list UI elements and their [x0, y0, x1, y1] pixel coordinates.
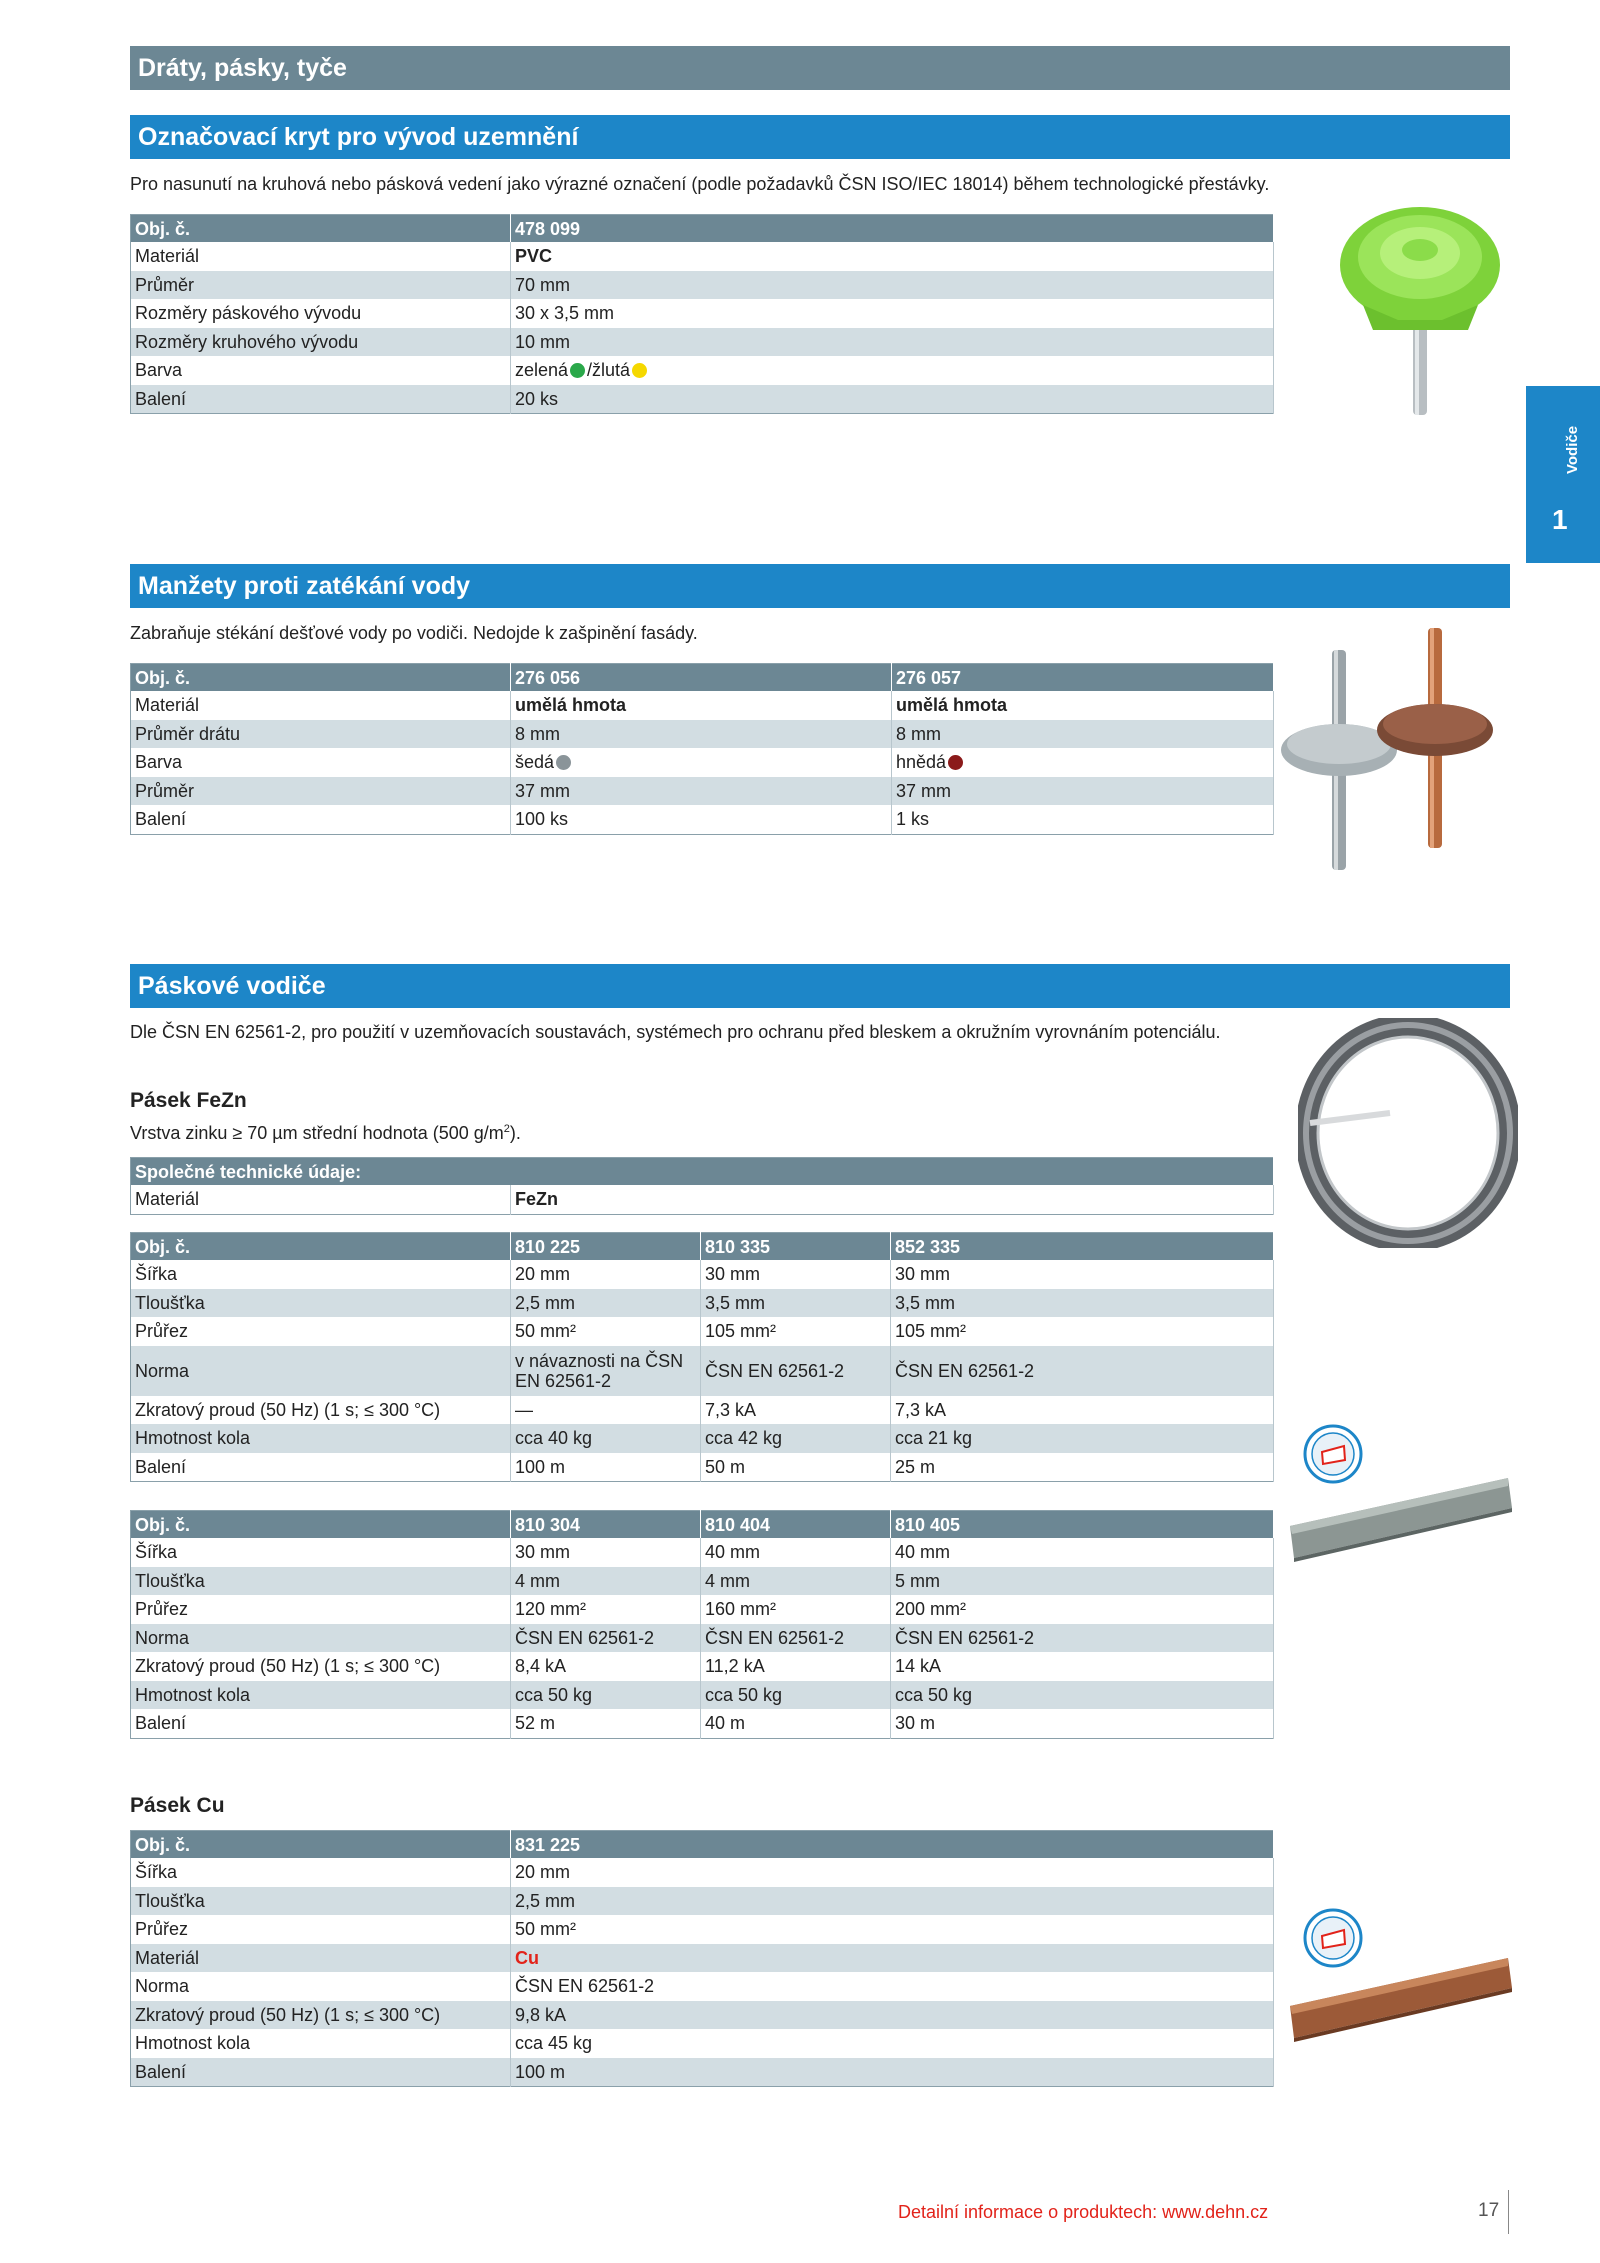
table-header-row — [131, 1158, 1274, 1186]
table-row — [131, 1944, 1274, 1973]
table-row — [131, 1652, 1274, 1681]
row-value: cca 50 kg — [511, 1681, 701, 1710]
row-label: Tloušťka — [131, 1567, 511, 1596]
header-cell: Obj. č. — [131, 1511, 511, 1539]
table-row — [131, 1972, 1274, 2001]
header-cell: Obj. č. — [131, 1233, 511, 1261]
row-value: 70 mm — [511, 271, 1274, 300]
row-label: Průměr — [131, 777, 511, 806]
row-value: 30 m — [891, 1709, 1274, 1738]
table-row — [131, 299, 1274, 328]
row-value: 25 m — [891, 1453, 1274, 1482]
row-label: Šířka — [131, 1538, 511, 1567]
row-label: Materiál — [131, 242, 511, 271]
chapter-label: Vodiče — [1564, 425, 1581, 474]
table-row — [131, 2058, 1274, 2087]
subsection-title-cu: Pásek Cu — [130, 1794, 225, 1817]
table-row — [131, 328, 1274, 357]
row-value: 7,3 kA — [891, 1396, 1274, 1425]
spec-table-marking-cap — [130, 214, 1274, 414]
row-value: 8 mm — [511, 720, 892, 749]
subsection-title-fezn: Pásek FeZn — [130, 1089, 247, 1112]
footer-divider — [1508, 2190, 1509, 2234]
row-label: Rozměry páskového vývodu — [131, 299, 511, 328]
table-row — [131, 1595, 1274, 1624]
table-row — [131, 1915, 1274, 1944]
section-description: Pro nasunutí na kruhová nebo pásková vedení jako výrazné označení (podle požadavků ČSN ISO/IEC 18014) během technologické přestávky. — [130, 174, 1270, 194]
row-label: Zkratový proud (50 Hz) (1 s; ≤ 300 °C) — [131, 1396, 511, 1425]
fezn-strip-image — [1286, 1474, 1516, 1564]
row-value: 40 mm — [701, 1538, 891, 1567]
table-row — [131, 1317, 1274, 1346]
row-value: cca 42 kg — [701, 1424, 891, 1453]
row-value: 37 mm — [511, 777, 892, 806]
green-dot-icon — [570, 363, 585, 378]
row-value: 120 mm² — [511, 1595, 701, 1624]
header-cell: 810 404 — [701, 1511, 891, 1539]
row-value: 200 mm² — [891, 1595, 1274, 1624]
strip-coil-image — [1298, 1018, 1518, 1248]
row-value: ČSN EN 62561-2 — [891, 1624, 1274, 1653]
chapter-number: 1 — [1552, 504, 1568, 535]
row-value: ČSN EN 62561-2 — [511, 1972, 1274, 2001]
row-value — [511, 748, 892, 777]
table-row — [131, 1681, 1274, 1710]
table-header-row — [131, 215, 1274, 243]
table-row — [131, 720, 1274, 749]
table-row — [131, 1538, 1274, 1567]
table-row — [131, 1289, 1274, 1318]
row-label: Hmotnost kola — [131, 2029, 511, 2058]
table-row — [131, 1346, 1274, 1396]
section-title-strip-conductors: Páskové vodiče — [130, 964, 1510, 1008]
row-value: 40 m — [701, 1709, 891, 1738]
row-value: 30 x 3,5 mm — [511, 299, 1274, 328]
water-cuffs-image — [1280, 620, 1520, 880]
table-header-row — [131, 1831, 1274, 1859]
row-value: ČSN EN 62561-2 — [701, 1624, 891, 1653]
row-value: 30 mm — [891, 1260, 1274, 1289]
row-label: Průměr drátu — [131, 720, 511, 749]
table-row — [131, 356, 1274, 385]
row-value: 8,4 kA — [511, 1652, 701, 1681]
footer-product-link[interactable]: Detailní informace o produktech: www.dehn.cz — [898, 2202, 1269, 2222]
row-value: ČSN EN 62561-2 — [701, 1346, 891, 1396]
row-label: Materiál — [131, 1944, 511, 1973]
row-value: cca 50 kg — [701, 1681, 891, 1710]
row-value: 2,5 mm — [511, 1887, 1274, 1916]
spec-table-fezn-2 — [130, 1510, 1274, 1739]
row-value: 9,8 kA — [511, 2001, 1274, 2030]
color-yellow-label: /žlutá — [587, 360, 631, 381]
header-cell: Obj. č. — [131, 664, 511, 692]
spec-table-fezn-1 — [130, 1232, 1274, 1482]
row-label: Průměr — [131, 271, 511, 300]
header-cell: Obj. č. — [131, 215, 511, 243]
row-value: 100 ks — [511, 805, 892, 834]
table-row — [131, 1567, 1274, 1596]
row-label: Tloušťka — [131, 1289, 511, 1318]
row-value: 4 mm — [701, 1567, 891, 1596]
row-value: 10 mm — [511, 328, 1274, 357]
header-cell: 276 057 — [892, 664, 1274, 692]
brown-dot-icon — [948, 755, 963, 770]
header-cell: Obj. č. — [131, 1831, 511, 1859]
table-row — [131, 805, 1274, 834]
table-row — [131, 2029, 1274, 2058]
table-header-row — [131, 1511, 1274, 1539]
section-description: Dle ČSN EN 62561-2, pro použití v uzemňovacích soustavách, systémech pro ochranu před bleskem a okružním vyrovnáním potenciálu. — [130, 1022, 1221, 1042]
row-value: 5 mm — [891, 1567, 1274, 1596]
row-value: cca 21 kg — [891, 1424, 1274, 1453]
table-row — [131, 748, 1274, 777]
common-data-table — [130, 1157, 1274, 1215]
table-row — [131, 1396, 1274, 1425]
row-value: 160 mm² — [701, 1595, 891, 1624]
header-cell: 810 304 — [511, 1511, 701, 1539]
table-row — [131, 1709, 1274, 1738]
row-value: 14 kA — [891, 1652, 1274, 1681]
row-value: 3,5 mm — [701, 1289, 891, 1318]
row-label: Zkratový proud (50 Hz) (1 s; ≤ 300 °C) — [131, 1652, 511, 1681]
table-row — [131, 691, 1274, 720]
row-value: 30 mm — [701, 1260, 891, 1289]
table-row — [131, 385, 1274, 414]
table-row — [131, 2001, 1274, 2030]
row-value: PVC — [511, 242, 1274, 271]
header-cell: 478 099 — [511, 215, 1274, 243]
row-label: Hmotnost kola — [131, 1424, 511, 1453]
row-label: Norma — [131, 1346, 511, 1396]
row-value — [511, 356, 1274, 385]
row-label: Balení — [131, 1709, 511, 1738]
row-label: Balení — [131, 385, 511, 414]
row-value: cca 50 kg — [891, 1681, 1274, 1710]
table-row — [131, 1858, 1274, 1887]
fezn-note: Vrstva zinku ≥ 70 µm střední hodnota (500 $g/m^2$). — [130, 1123, 521, 1143]
table-row — [131, 1260, 1274, 1289]
row-label: Barva — [131, 356, 511, 385]
header-cell: 852 335 — [891, 1233, 1274, 1261]
row-label: Norma — [131, 1972, 511, 2001]
row-label: Hmotnost kola — [131, 1681, 511, 1710]
marking-cap-image — [1318, 195, 1518, 425]
color-grey-label: šedá — [515, 752, 555, 773]
header-cell: 810 225 — [511, 1233, 701, 1261]
row-value: — — [511, 1396, 701, 1425]
header-cell: 831 225 — [511, 1831, 1274, 1859]
page-title: Dráty, pásky, tyče — [130, 46, 1510, 90]
row-value: 20 mm — [511, 1260, 701, 1289]
spec-table-water-cuffs — [130, 663, 1274, 835]
row-value: cca 45 kg — [511, 2029, 1274, 2058]
row-label: Průřez — [131, 1317, 511, 1346]
row-value: 11,2 kA — [701, 1652, 891, 1681]
row-value: 37 mm — [892, 777, 1274, 806]
row-value: 50 mm² — [511, 1317, 701, 1346]
row-value: 105 mm² — [891, 1317, 1274, 1346]
table-header-row — [131, 1233, 1274, 1261]
row-value: cca 40 kg — [511, 1424, 701, 1453]
row-value: 3,5 mm — [891, 1289, 1274, 1318]
row-label: Tloušťka — [131, 1887, 511, 1916]
row-label: Balení — [131, 2058, 511, 2087]
row-value: 20 ks — [511, 385, 1274, 414]
row-label: Materiál — [131, 1185, 511, 1214]
row-label: Zkratový proud (50 Hz) (1 s; ≤ 300 °C) — [131, 2001, 511, 2030]
row-label: Barva — [131, 748, 511, 777]
row-value: 40 mm — [891, 1538, 1274, 1567]
spec-table-cu — [130, 1830, 1274, 2087]
color-brown-label: hnědá — [896, 752, 947, 773]
row-value: 100 m — [511, 2058, 1274, 2087]
section-description: Zabraňuje stékání dešťové vody po vodiči. Nedojde k zašpinění fasády. — [130, 623, 698, 643]
row-value: 100 m — [511, 1453, 701, 1482]
row-value: 8 mm — [892, 720, 1274, 749]
row-value: 7,3 kA — [701, 1396, 891, 1425]
table-row — [131, 1453, 1274, 1482]
row-value: 2,5 mm — [511, 1289, 701, 1318]
row-value: umělá hmota — [892, 691, 1274, 720]
section-title-water-cuffs: Manžety proti zatékání vody — [130, 564, 1510, 608]
row-value: ČSN EN 62561-2 — [511, 1624, 701, 1653]
yellow-dot-icon — [632, 363, 647, 378]
row-label: Šířka — [131, 1858, 511, 1887]
section-title-marking-cap: Označovací kryt pro vývod uzemnění — [130, 115, 1510, 159]
row-value: 105 mm² — [701, 1317, 891, 1346]
row-value: FeZn — [511, 1185, 1274, 1214]
header-cell: 810 335 — [701, 1233, 891, 1261]
table-row — [131, 1887, 1274, 1916]
row-label: Norma — [131, 1624, 511, 1653]
header-cell: 276 056 — [511, 664, 892, 692]
table-row — [131, 271, 1274, 300]
page-number: 17 — [1478, 2200, 1500, 2221]
row-value: 52 m — [511, 1709, 701, 1738]
row-label: Průřez — [131, 1595, 511, 1624]
color-green-label: zelená — [515, 360, 569, 381]
header-cell: 810 405 — [891, 1511, 1274, 1539]
row-label: Šířka — [131, 1260, 511, 1289]
table-row — [131, 1624, 1274, 1653]
row-value: Cu — [511, 1944, 1274, 1973]
row-value: ČSN EN 62561-2 — [891, 1346, 1274, 1396]
row-value — [892, 748, 1274, 777]
row-value: 50 m — [701, 1453, 891, 1482]
row-value: 4 mm — [511, 1567, 701, 1596]
row-value: 1 ks — [892, 805, 1274, 834]
cu-strip-image — [1286, 1954, 1516, 2044]
table-row — [131, 1185, 1274, 1214]
row-value: v návaznosti na ČSN EN 62561-2 — [511, 1346, 701, 1396]
row-label: Materiál — [131, 691, 511, 720]
table-row — [131, 242, 1274, 271]
grey-dot-icon — [556, 755, 571, 770]
row-label: Rozměry kruhového vývodu — [131, 328, 511, 357]
row-value: umělá hmota — [511, 691, 892, 720]
table-row — [131, 777, 1274, 806]
chapter-side-tab[interactable] — [1526, 386, 1600, 563]
row-value: 30 mm — [511, 1538, 701, 1567]
row-label: Průřez — [131, 1915, 511, 1944]
header-cell: Společné technické údaje: — [131, 1158, 1274, 1186]
row-label: Balení — [131, 1453, 511, 1482]
row-label: Balení — [131, 805, 511, 834]
row-value: 50 mm² — [511, 1915, 1274, 1944]
row-value: 20 mm — [511, 1858, 1274, 1887]
table-row — [131, 1424, 1274, 1453]
table-header-row — [131, 664, 1274, 692]
